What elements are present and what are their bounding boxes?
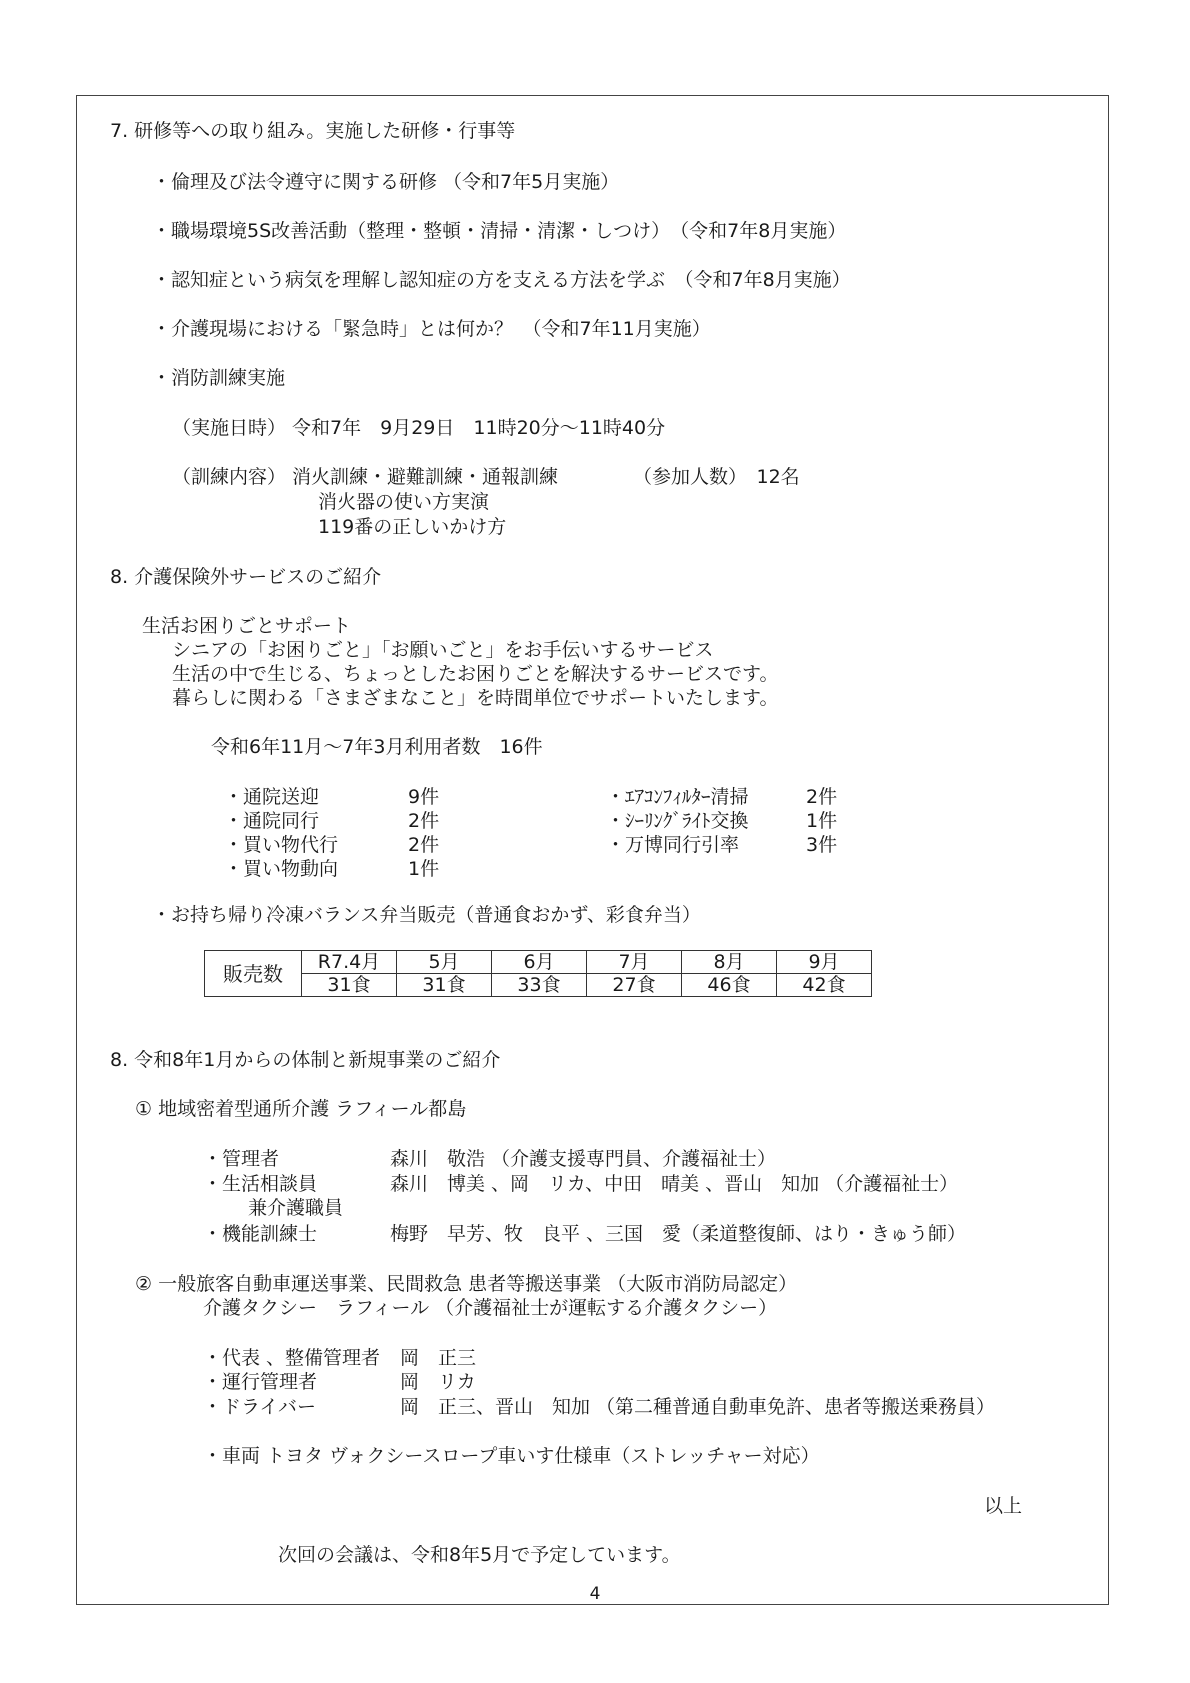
sales-month: R7.4月	[302, 951, 397, 974]
drill-content-line: 消火器の使い方実演	[318, 491, 490, 513]
usage-label: ・ｼｰﾘﾝｸﾞﾗｲﾄ交換	[606, 810, 749, 832]
usage-label: ・買い物動向	[224, 858, 339, 880]
staff-role: ・生活相談員	[203, 1173, 318, 1195]
staff-role: ・管理者	[203, 1148, 280, 1170]
usage-count: 2件	[408, 834, 440, 856]
sales-month: 9月	[777, 951, 872, 974]
taxi-role: ・ドライバー	[203, 1396, 317, 1418]
taxi-names: 岡 正三	[400, 1347, 477, 1369]
training-item: ・職場環境5S改善活動（整理・整頓・清掃・清潔・しつけ） （令和7年8月実施）	[152, 220, 847, 242]
sales-month: 5月	[397, 951, 492, 974]
usage-label: ・通院同行	[224, 810, 320, 832]
closing: 以上	[984, 1495, 1023, 1517]
item2-title: ② 一般旅客自動車運送事業、民間救急 患者等搬送事業 （大阪市消防局認定）	[135, 1273, 798, 1295]
item2-sub: 介護タクシー ラフィール （介護福祉士が運転する介護タクシー）	[203, 1297, 778, 1319]
next-meeting: 次回の会議は、令和8年5月で予定しています。	[278, 1544, 681, 1566]
usage-label: ・万博同行引率	[606, 834, 740, 856]
sales-value: 31食	[397, 974, 492, 997]
training-item: ・介護現場における「緊急時」とは何か？ （令和7年11月実施）	[152, 318, 711, 340]
drill-participants: （参加人数） 12名	[633, 466, 800, 488]
staff-role: ・機能訓練士	[203, 1223, 318, 1245]
drill-date: （実施日時） 令和7年 9月29日 11時20分～11時40分	[172, 417, 666, 439]
sales-value: 33食	[492, 974, 587, 997]
page-number: 4	[589, 1584, 601, 1604]
drill-content: （訓練内容） 消火訓練・避難訓練・通報訓練	[172, 466, 559, 488]
support-line: シニアの「お困りごと」「お願いごと」をお手伝いするサービス	[172, 639, 714, 661]
usage-label: ・通院送迎	[224, 786, 320, 808]
sales-value: 31食	[302, 974, 397, 997]
support-line: 生活の中で生じる、ちょっとしたお困りごとを解決するサービスです。	[172, 663, 779, 685]
item1-title: ① 地域密着型通所介護 ラフィール都島	[135, 1098, 467, 1120]
taxi-role: ・運行管理者	[203, 1371, 318, 1393]
usage-count: 3件	[806, 834, 838, 856]
usage-count: 9件	[408, 786, 440, 808]
usage-count: 1件	[806, 810, 838, 832]
drill-content-line: 119番の正しいかけ方	[318, 516, 507, 538]
section8b-heading: 8. 令和8年1月からの体制と新規事業のご紹介	[110, 1049, 501, 1071]
training-item: ・消防訓練実施	[152, 367, 286, 389]
sales-table	[204, 950, 872, 997]
vehicle: ・車両 トヨタ ヴォクシースロープ車いす仕様車（ストレッチャー対応）	[203, 1445, 820, 1467]
section7-heading: 7. 研修等への取り組み。実施した研修・行事等	[110, 120, 516, 142]
staff-role: 兼介護職員	[248, 1197, 344, 1219]
sales-value: 27食	[587, 974, 682, 997]
staff-names: 梅野 早芳、牧 良平 、三国 愛（柔道整復師、はり・きゅう師）	[390, 1223, 967, 1245]
usage-label: ・ｴｱｺﾝﾌｨﾙﾀｰ清掃	[606, 786, 749, 808]
section8a-heading: 8. 介護保険外サービスのご紹介	[110, 566, 382, 588]
sales-month: 7月	[587, 951, 682, 974]
sales-value: 46食	[682, 974, 777, 997]
taxi-names: 岡 リカ	[400, 1371, 476, 1393]
taxi-names: 岡 正三、晋山 知加 （第二種普通自動車免許、患者等搬送乗務員）	[400, 1396, 996, 1418]
sales-value: 42食	[777, 974, 872, 997]
usage-summary: 令和6年11月～7年3月利用者数 16件	[211, 736, 543, 758]
sales-month: 6月	[492, 951, 587, 974]
sales-month: 8月	[682, 951, 777, 974]
bento-title: ・お持ち帰り冷凍バランス弁当販売（普通食おかず、彩食弁当）	[152, 904, 701, 926]
taxi-role: ・代表 、整備管理者	[203, 1347, 381, 1369]
sales-header: 販売数	[205, 951, 302, 997]
usage-label: ・買い物代行	[224, 834, 339, 856]
training-item: ・認知症という病気を理解し認知症の方を支える方法を学ぶ （令和7年8月実施）	[152, 269, 851, 291]
usage-count: 2件	[806, 786, 838, 808]
support-title: 生活お困りごとサポート	[142, 615, 352, 637]
usage-count: 2件	[408, 810, 440, 832]
support-line: 暮らしに関わる「さまざまなこと」を時間単位でサポートいたします。	[172, 687, 779, 709]
training-item: ・倫理及び法令遵守に関する研修 （令和7年5月実施）	[152, 171, 620, 193]
usage-count: 1件	[408, 858, 440, 880]
staff-names: 森川 敬浩 （介護支援専門員、介護福祉士）	[390, 1148, 777, 1170]
staff-names: 森川 博美 、岡 リカ、中田 晴美 、晋山 知加 （介護福祉士）	[390, 1173, 959, 1195]
